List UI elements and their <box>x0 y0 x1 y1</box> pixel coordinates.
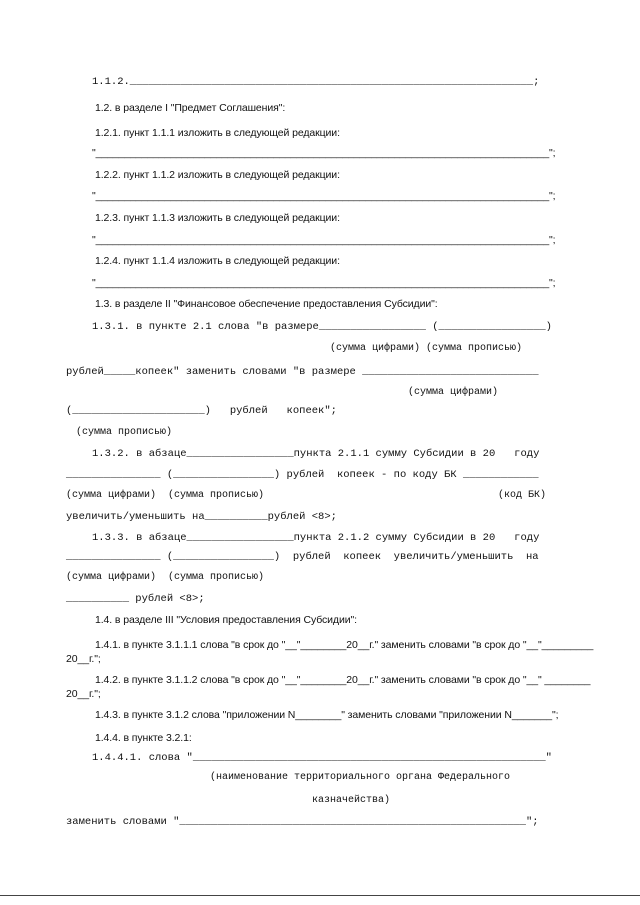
item-1-3-1: 1.3.1. в пункте 2.1 слова "в размере_________________ (_________________) <box>92 321 552 333</box>
item-1-3-3: 1.3.3. в абзаце_________________пункта 2.1.2 сумму Субсидии в 20 году <box>92 532 540 544</box>
caption-treasury-name-cont: казначейства) <box>312 795 391 806</box>
item-1-4-1: 1.4.1. в пункте 3.1.1.1 слова "в срок до "__"________20__г." заменить словами "в срок до "__"_________ <box>95 639 594 651</box>
item-1-2-heading: 1.2. в разделе I "Предмет Соглашения": <box>95 102 286 114</box>
item-1-3-1-cont2: (_____________________) рублей копеек"; <box>66 405 337 417</box>
item-1-2-3: 1.2.3. пункт 1.1.3 изложить в следующей редакции: <box>95 212 340 224</box>
item-1-3-3-cont: _______________ (________________) рублей копеек увеличить/уменьшить на <box>66 551 539 563</box>
caption-sums: (сумма цифрами) (сумма прописью) <box>66 490 265 501</box>
item-1-3-2: 1.3.2. в абзаце_________________пункта 2.1.1 сумму Субсидии в 20 году <box>92 448 540 460</box>
caption-sum-digits: (сумма цифрами) <box>408 387 499 398</box>
caption-sums-2: (сумма цифрами) (сумма прописью) <box>66 572 265 583</box>
item-1-2-1: 1.2.1. пункт 1.1.1 изложить в следующей редакции: <box>95 127 340 139</box>
item-1-2-4-blank: "_______________________________________________________________________________"; <box>92 277 556 289</box>
item-1-2-4: 1.2.4. пункт 1.1.4 изложить в следующей редакции: <box>95 255 340 267</box>
item-1-3-1-cont: рублей_____копеек" заменить словами "в размере ____________________________ <box>66 366 539 378</box>
item-1-4-1-cont: 20__г."; <box>66 653 101 665</box>
item-1-2-2-blank: "_______________________________________________________________________________"; <box>92 190 556 202</box>
footnote-separator <box>0 895 640 896</box>
item-1-3-3-amount: __________ рублей <8>; <box>66 593 205 605</box>
item-1-2-1-blank: "_______________________________________________________________________________"; <box>92 147 556 159</box>
item-1-3-2-cont: _______________ (________________) рублей копеек - по коду БК ____________ <box>66 469 539 481</box>
item-1-4-2: 1.4.2. в пункте 3.1.1.2 слова "в срок до "__"________20__г." заменить словами "в срок до "__" ________ <box>95 674 591 686</box>
item-1-4-2-cont: 20__г."; <box>66 688 101 700</box>
item-1-3-2-change: увеличить/уменьшить на__________рублей <8>; <box>66 511 337 523</box>
item-1-3-heading: 1.3. в разделе II "Финансовое обеспечение предоставления Субсидии": <box>95 298 438 310</box>
item-1-2-2: 1.2.2. пункт 1.1.2 изложить в следующей редакции: <box>95 169 340 181</box>
item-1-4-4: 1.4.4. в пункте 3.2.1: <box>95 732 192 744</box>
caption-sum-words: (сумма прописью) <box>76 427 173 438</box>
caption-treasury-name: (наименование территориального органа Федерального <box>210 772 511 783</box>
item-1-4-4-1: 1.4.4.1. слова "________________________________________________________" <box>92 752 552 764</box>
item-1-4-4-1-replace: заменить словами "_______________________________________________________"; <box>66 816 539 828</box>
caption-bk-code: (код БК) <box>498 490 547 501</box>
item-1-1-2: 1.1.2.________________________________________________________________; <box>92 76 540 88</box>
item-1-4-3: 1.4.3. в пункте 3.1.2 слова "приложении N________" заменить словами "приложении N_______"; <box>95 709 559 721</box>
caption-sum-digits-words: (сумма цифрами) (сумма прописью) <box>330 343 523 354</box>
item-1-2-3-blank: "_______________________________________________________________________________"; <box>92 234 556 246</box>
item-1-4-heading: 1.4. в разделе III "Условия предоставления Субсидии": <box>95 614 357 626</box>
